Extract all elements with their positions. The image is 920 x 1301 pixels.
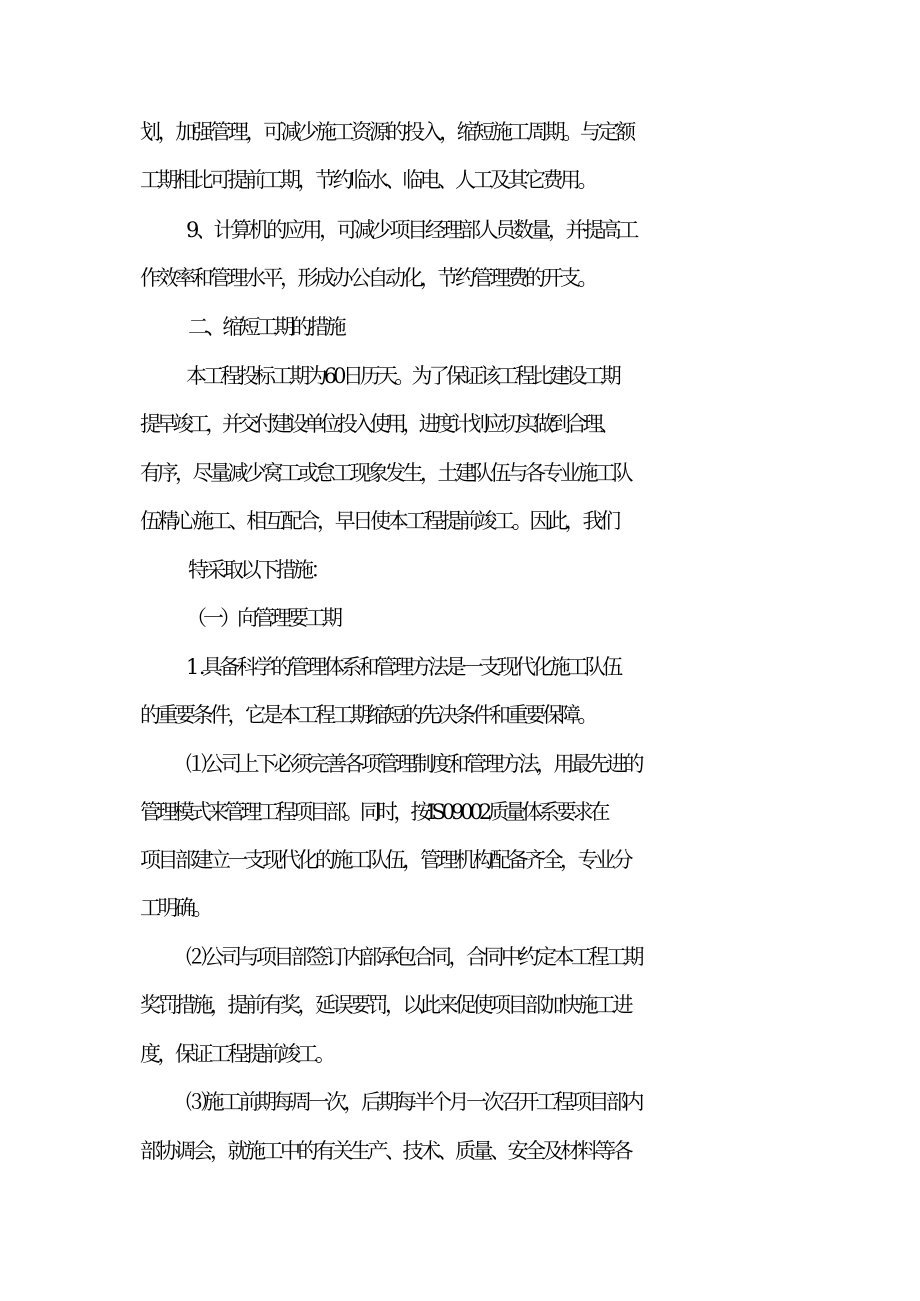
text-line-2: 工期相比可提前工期，节约临水、临电、人工及其它费用。	[140, 168, 595, 192]
text-line-13: 的重要条件，它是本工程工期缩短的先决条件和重要保障。	[140, 703, 595, 727]
text-line-3: 9、计算机的应用，可减少项目经理部人员数量，并提高工	[186, 218, 636, 242]
text-line-1: 划，加强管理，可减少施工资源的投入，缩短施工周期。与定额	[140, 120, 633, 144]
text-line-17: 工明确。	[140, 896, 210, 920]
text-line-9: 伍精心施工、相互配合，早日使本工程提前竣工。因此，我们	[140, 509, 618, 533]
text-line-7: 提早竣工，并交付建设单位投入使用，进度计划应切实做到合理、	[140, 412, 616, 436]
text-line-10: 特采取以下措施：	[188, 558, 328, 582]
text-line-21: ⑶施工前期每周一次，后期每半个月一次召开工程项目部内	[186, 1090, 641, 1114]
text-line-19: 奖罚措施，提前有奖，延误要罚，以此来促使项目部加快施工进	[140, 993, 630, 1017]
subsection-heading-management: （一）向管理要工期	[186, 606, 339, 630]
text-line-8: 有序，尽量减少窝工或怠工现象发生，土建队伍与各专业施工队	[140, 461, 630, 485]
text-line-15: 管理模式来管理工程项目部。同时，按IS09002质量体系要求在	[140, 800, 607, 824]
text-line-12: 1 .具备科学的管理体系和管理方法是一支现代化施工队伍	[186, 655, 620, 679]
text-line-16: 项目部建立一支现代化的施工队伍，管理机构配备齐全，专业分	[140, 848, 630, 872]
text-line-6: 本工程投标工期为60日历天。为了保证该工程比建设工期	[186, 364, 618, 388]
text-line-4: 作效率和管理水平，形成办公自动化，节约管理费的开支。	[140, 266, 595, 290]
text-line-22: 部协调会，就施工中的有关生产、技术、质量、安全及材料等各	[140, 1139, 630, 1163]
section-heading-shorten-period: 二、缩短工期的措施	[188, 315, 343, 339]
text-line-14: ⑴公司上下必须完善各项管理制度和管理方法，用最先进的	[186, 752, 641, 776]
text-line-18: ⑵公司与项目部签订内部承包合同，合同中约定本工程工期	[186, 945, 641, 969]
text-line-20: 度，保证工程提前竣工。	[140, 1042, 333, 1066]
